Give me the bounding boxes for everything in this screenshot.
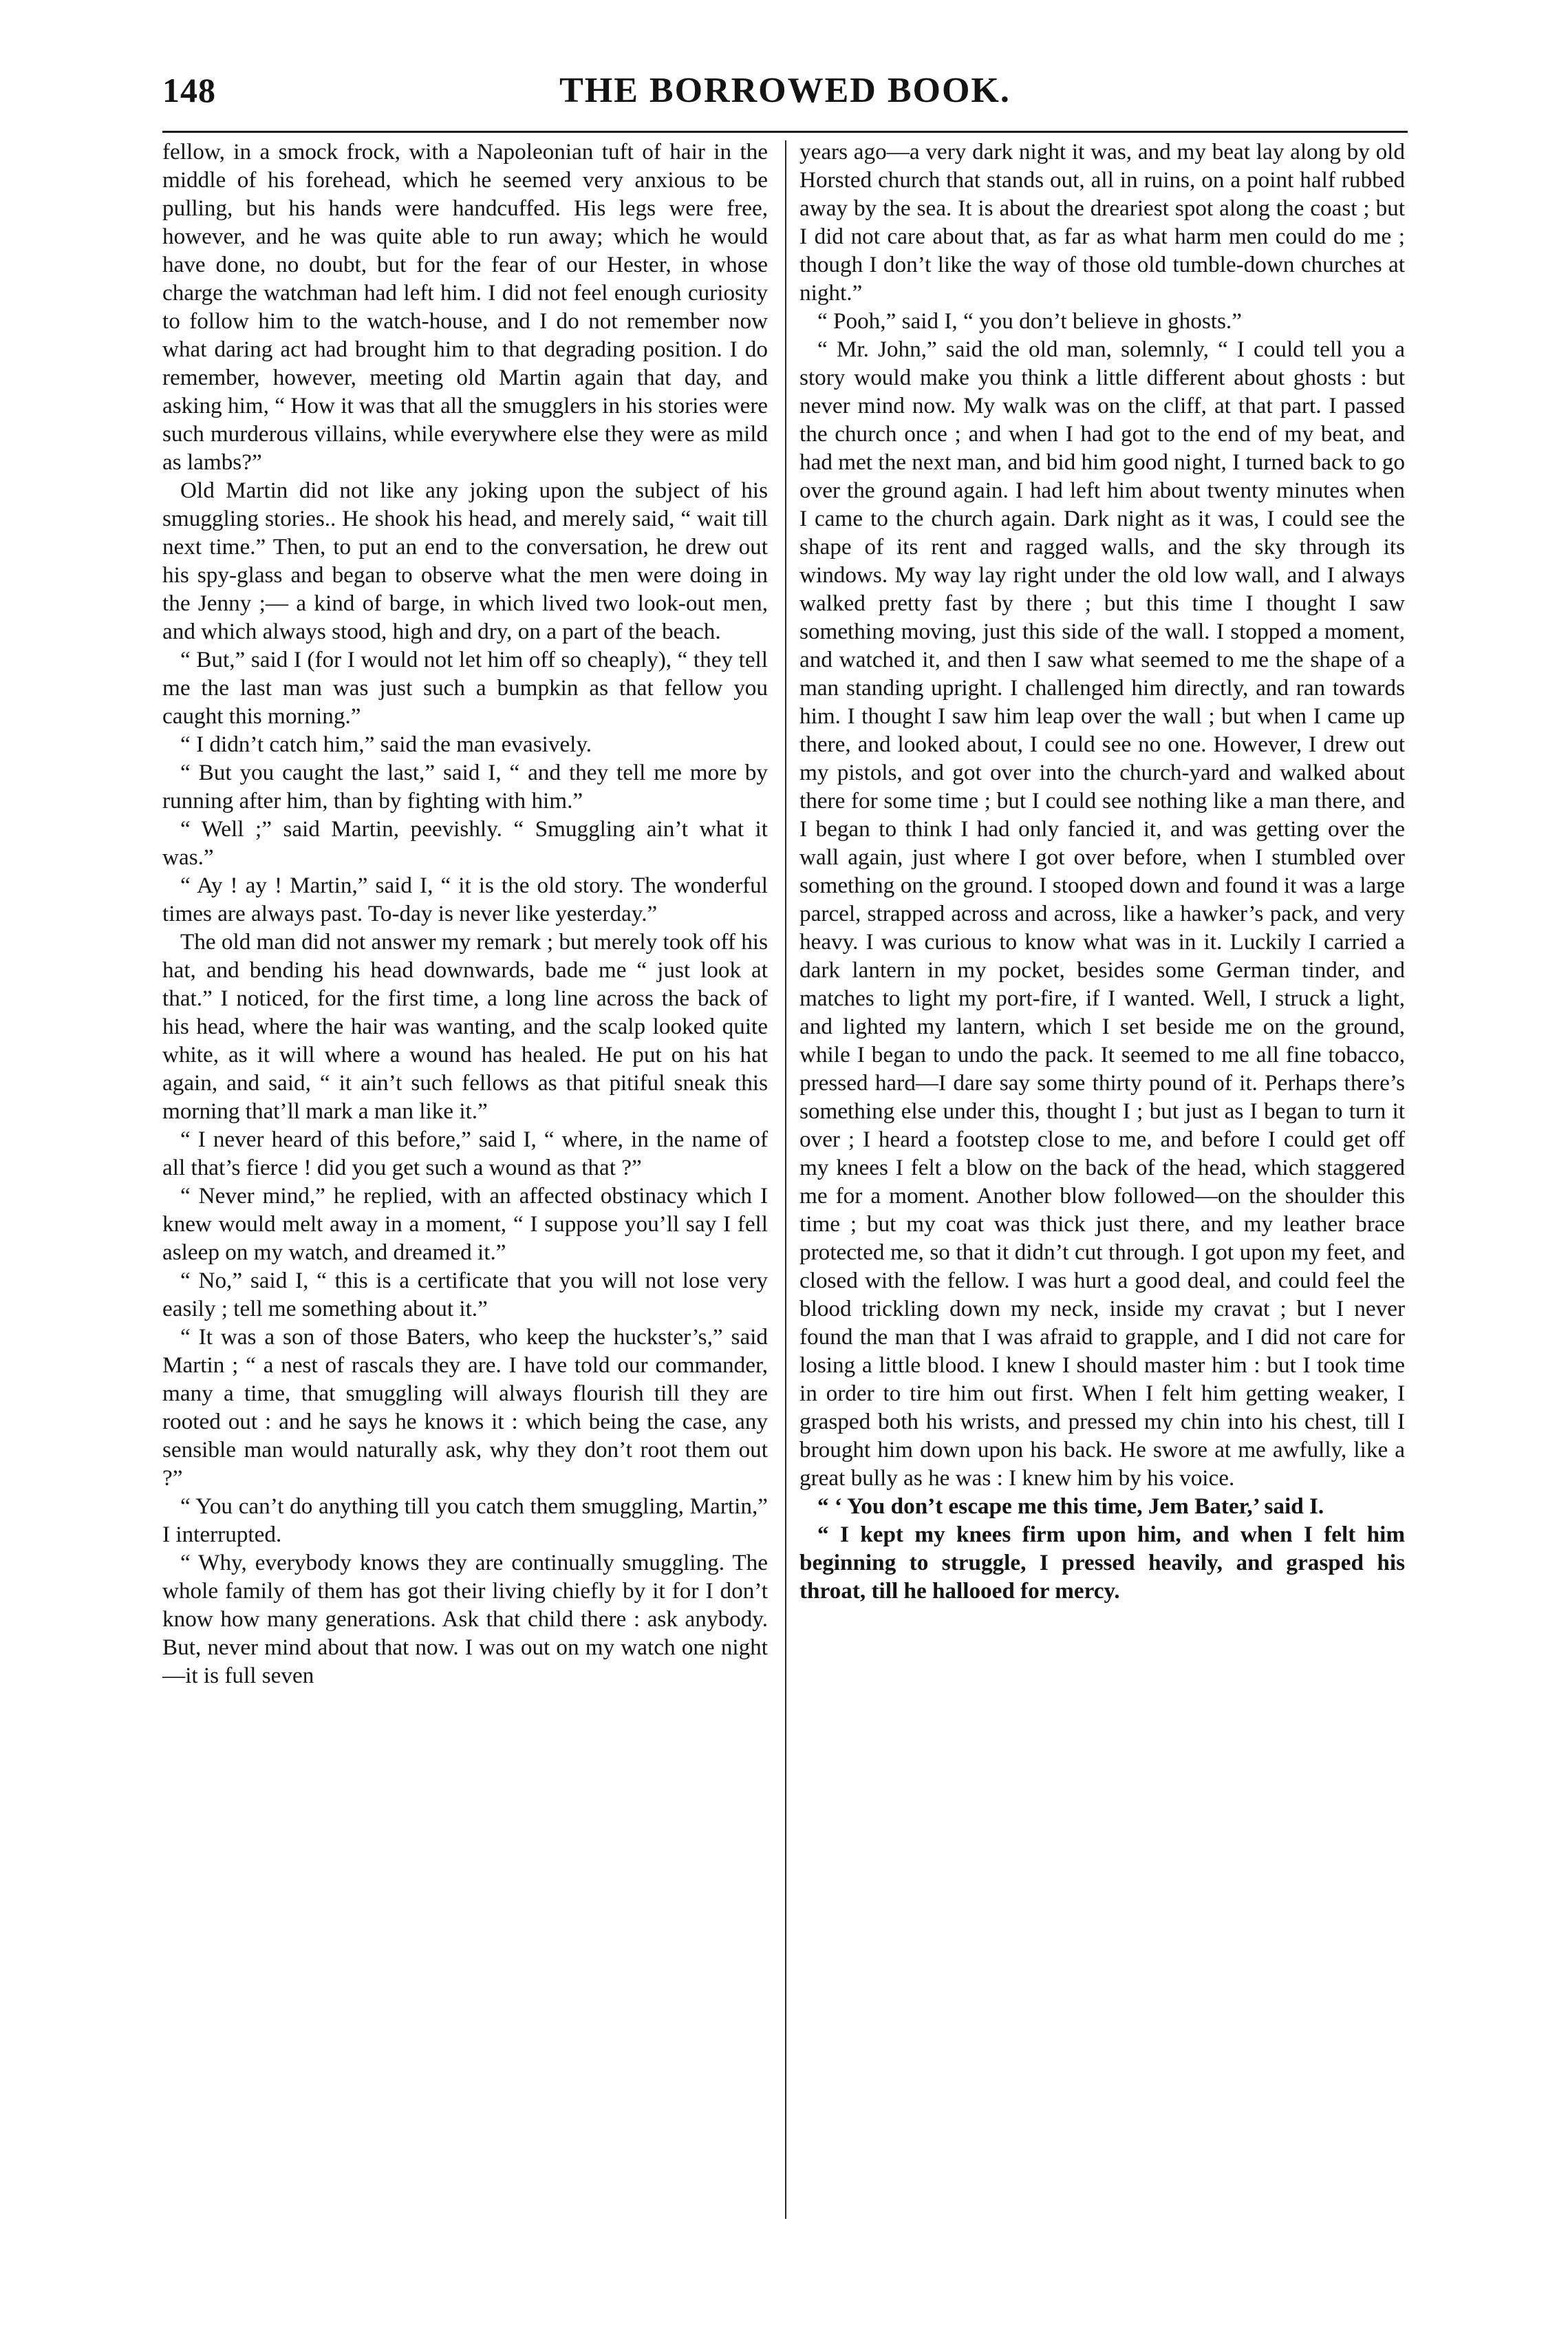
- paragraph: “ Never mind,” he replied, with an affected obstinacy which I knew would melt away in a moment, “ I suppose you’ll say I fell asleep on my watch, and dreamed it.”: [162, 1183, 768, 1265]
- right-column: [799, 138, 1405, 1605]
- paragraph: Old Martin did not like any joking upon the subject of his smuggling stories.. He shook his head, and merely said, “ wait till next time.” Then, to put an end to the conversation, he drew out his spy-glass and began to observe what the men were doing in the Jenny ;— a kind of barge, in which lived two look-out men, and which always stood, high and dry, on a part of the beach.: [162, 478, 768, 644]
- paragraph: “ Mr. John,” said the old man, solemnly, “ I could tell you a story would make you think a little different about ghosts : but never mind now. My walk was on the cliff, at that part. I passed the church once ; and when I had got to the end of my beat, and had met the next man, and bid him good night, I turned back to go over the ground again. I had left him about twenty minutes when I came to the church again. Dark night as it was, I could see the shape of its rent and ragged walls, and the sky through its windows. My way lay right under the old low wall, and I always walked pretty fast by there ; but this time I thought I saw something moving, just this side of the wall. I stopped a moment, and watched it, and then I saw what seemed to me the shape of a man standing upright. I challenged him directly, and ran towards him. I thought I saw him leap over the wall ; but when I came up there, and looked about, I could see no one. However, I drew out my pistols, and got over into the church-yard and walked about there for some time ; but I could see nothing like a man there, and I began to think I had only fancied it, and was getting over the wall again, just where I got over before, when I stumbled over something on the ground. I stooped down and found it was a large parcel, strapped across and across, like a hawker’s pack, and very heavy. I was curious to know what was in it. Luckily I carried a dark lantern in my pocket, besides some German tinder, and matches to light my port-fire, if I wanted. Well, I struck a light, and lighted my lantern, which I set beside me on the ground, while I began to undo the pack. It seemed to me all fine tobacco, pressed hard—I dare say some thirty pound of it. Perhaps there’s something else under this, thought I ; but just as I began to turn it over ; I heard a footstep close to me, and before I could get off my knees I felt a blow on the back of the head, which staggered me for a moment. Another blow followed—on the shoulder this time ; but my coat was thick just there, and my leather brace protected me, so that it didn’t cut through. I got upon my feet, and closed with the fellow. I was hurt a good deal, and could feel the blood trickling down my neck, inside my cravat ; but I never found the man that I was afraid to grapple, and I did not care for losing a little blood. I knew I should master him : but I took time in order to tire him out first. When I felt him getting weaker, I grasped both his wrists, and pressed my chin into his chest, till I brought him down upon his back. He swore at me awfully, like a great bully as he was : I knew him by his voice.: [799, 337, 1405, 1491]
- paragraph: years ago—a very dark night it was, and my beat lay along by old Horsted church that stands out, all in ruins, on a point half rubbed away by the sea. It is about the dreariest spot along the coast ; but I did not care about that, as far as what harm men could do me ; though I don’t like the way of those old tumble-down churches at night.”: [799, 139, 1405, 306]
- paragraph: “ You can’t do anything till you catch them smuggling, Martin,” I interrupted.: [162, 1493, 768, 1547]
- paragraph: “ I never heard of this before,” said I, “ where, in the name of all that’s fierce ! did you get such a wound as that ?”: [162, 1127, 768, 1180]
- paragraph: “ Why, everybody knows they are continually smuggling. The whole family of them has got their living chiefly by it for I don’t know how many generations. Ask that child there : ask anybody. But, never mind about that now. I was out on my watch one night—it is full seven: [162, 1550, 768, 1688]
- running-title: THE BORROWED BOOK.: [559, 71, 1011, 110]
- paragraph: “ No,” said I, “ this is a certificate that you will not lose very easily ; tell me something about it.”: [162, 1268, 768, 1321]
- paragraph: “ I didn’t catch him,” said the man evasively.: [180, 732, 592, 757]
- left-column: [162, 138, 768, 1690]
- page-header: [162, 66, 1408, 121]
- paragraph: “ Ay ! ay ! Martin,” said I, “ it is the old story. The wonderful times are always past. To-day is never like yesterday.”: [162, 873, 768, 926]
- paragraph: “ Pooh,” said I, “ you don’t believe in ghosts.”: [817, 308, 1242, 334]
- header-rule: [162, 131, 1408, 133]
- column-divider: [785, 140, 786, 2219]
- paragraph: “ But you caught the last,” said I, “ and they tell me more by running after him, than by fighting with him.”: [162, 760, 768, 813]
- paragraph: “ ‘ You don’t escape me this time, Jem Bater,’ said I.: [817, 1493, 1324, 1519]
- paragraph: fellow, in a smock frock, with a Napoleonian tuft of hair in the middle of his forehead, which he seemed very anxious to be pulling, but his hands were handcuffed. His legs were free, however, and he was quite able to run away; which he would have done, no doubt, but for the fear of our Hester, in whose charge the watchman had left him. I did not feel enough curiosity to follow him to the watch-house, and I do not remember now what daring act had brought him to that degrading position. I do remember, however, meeting old Martin again that day, and asking him, “ How it was that all the smugglers in his stories were such murderous villains, while everywhere else they were as mild as lambs?”: [162, 139, 768, 475]
- paragraph: “ I kept my knees firm upon him, and when I felt him beginning to struggle, I pressed heavily, and grasped his throat, till he hallooed for mercy.: [799, 1522, 1405, 1604]
- paragraph: The old man did not answer my remark ; but merely took off his hat, and bending his head downwards, bade me “ just look at that.” I noticed, for the first time, a long line across the back of his head, where the hair was wanting, and the scalp looked quite white, as it will where a wound has healed. He put on his hat again, and said, “ it ain’t such fellows as that pitiful sneak this morning that’ll mark a man like it.”: [162, 929, 768, 1124]
- paragraph: “ It was a son of those Baters, who keep the huckster’s,” said Martin ; “ a nest of rascals they are. I have told our commander, many a time, that smuggling will always flourish till they are rooted out : and he says he knows it : which being the case, any sensible man would naturally ask, why they don’t root them out ?”: [162, 1324, 768, 1491]
- paragraph: “ Well ;” said Martin, peevishly. “ Smuggling ain’t what it was.”: [162, 816, 768, 870]
- page-number: 148: [162, 71, 216, 109]
- paragraph: “ But,” said I (for I would not let him off so cheaply), “ they tell me the last man was just such a bumpkin as that fellow you caught this morning.”: [162, 647, 768, 729]
